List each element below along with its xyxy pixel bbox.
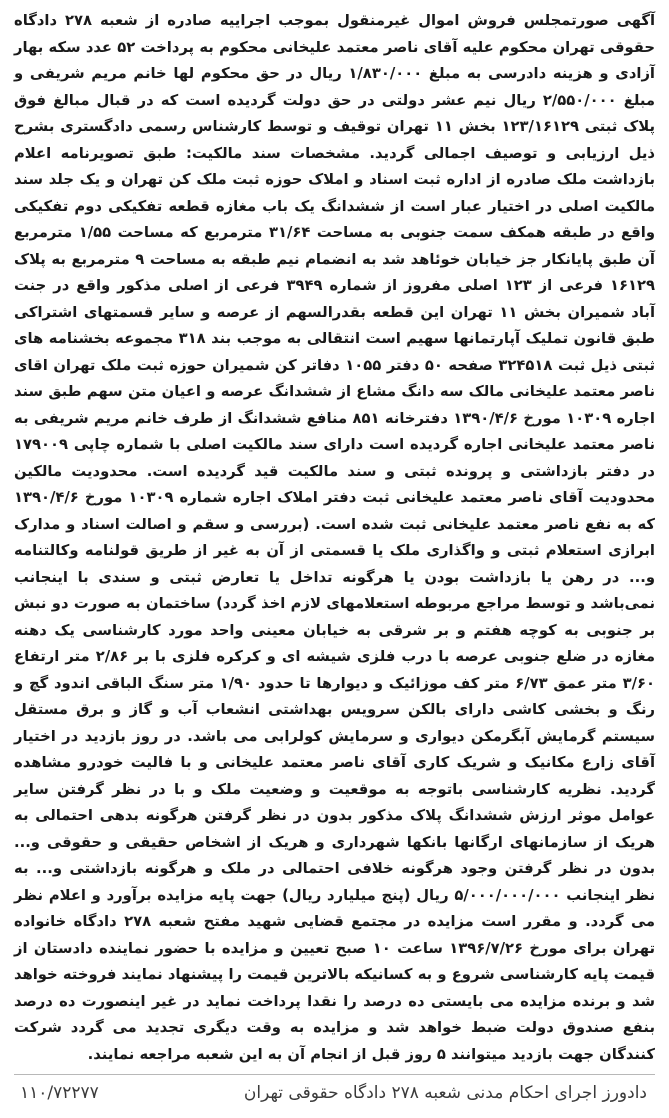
footer-divider <box>14 1074 655 1075</box>
issuer-signature: دادورز اجرای احکام مدنی شعبه ۲۷۸ دادگاه حقوقی تهران <box>243 1083 647 1103</box>
auction-notice <box>14 8 655 1068</box>
notice-footer <box>14 1080 655 1110</box>
notice-body-text: آگهی صورتمجلس فروش اموال غیرمنقول بموجب اجراییه صادره از شعبه ۲۷۸ دادگاه حقوقی تهران محکوم علیه آقای ناصر معتمد علیخانی محکوم به پرداخت ۵۲ عدد سکه بهار آزادی و هزینه دادرسی به مبلغ ۱/۸۳۰/۰۰۰ ریال در حق محکوم لها خانم مریم شریفی و مبلغ ۲/۵۵۰/۰۰۰ ریال نیم عشر دولتی در حق دولت گردیده است که در قبال مبالغ فوق پلاک ثبتی ۱۲۳/۱۶۱۲۹ بخش ۱۱ تهران توقیف و توسط کارشناس رسمی دادگستری بشرح ذیل ارزیابی و توصیف اجمالی گردید. مشخصات سند مالکیت: طبق تصویرنامه اعلام بازداشت ملک صادره از اداره ثبت اسناد و املاک حوزه ثبت ملک کن تهران و یک جلد سند مالکیت اصلی در اختیار عبار است از ششدانگ یک باب مغازه قطعه تفکیکی دوم تفکیکی واقع در طبقه همکف سمت جنوبی به مساحت ۳۱/۶۴ مترمربع که مساحت ۱/۵۵ مترمربع آن طبق پایانکار جز خیابان خوئاهد شد به انضمام نیم طبقه به مساحت ۹ مترمربع به پلاک ۱۶۱۲۹ فرعی از ۱۲۳ اصلی مفروز از شماره ۳۹۴۹ فرعی از اصلی مذکور واقع در جنت آباد شمیران بخش ۱۱ تهران این قطعه بقدرالسهم از عرصه و سایر قسمتهای اشتراکی طبق قانون تملیک آپارتمانها سهیم است انتقالی به موجب بند ۳۱۸ مجموعه بخشنامه های ثبتی ذیل ثبت ۳۲۴۵۱۸ صفحه ۵۰ دفتر ۱۰۵۵ دفاتر کن شمیران حوزه ثبت ملک تهران اقای ناصر معتمد علیخانی مالک سه دانگ مشاع از ششدانگ عرصه و اعیان متن سهم طبق سند اجاره ۱۰۳۰۹ مورخ ۱۳۹۰/۴/۶ دفترخانه ۸۵۱ منافع ششدانگ از طرف خانم مریم شریفی به ناصر معتمد علیخانی اجاره گردیده است دارای سند مالکیت اصلی با شماره چاپی ۱۷۹۰۰۹ در دفتر بازداشتی و پرونده ثبتی و سند مالکیت قید گردیده است. محدودیت مالکین محدودیت آقای ناصر معتمد علیخانی ثبت دفتر املاک اجاره شماره ۱۰۳۰۹ مورخ ۱۳۹۰/۴/۶ که به نفع ناصر معتمد علیخانی ثبت شده است. (بررسی و سقم و اصالت اسناد و مدارک ابرازی استعلام ثبتی و واگذاری ملک یا قسمتی از آن به غیر از طریق قولنامه وکالتنامه و... در رهن یا بازداشت بودن یا هرگونه تداخل یا تعارض ثبتی و سندی با اینجانب نمی‌باشد و توسط مراجع مربوطه استعلامهای لازم اخذ گردد) ساختمان به صورت دو نبش بر جنوبی به کوچه هفتم و بر شرقی به خیابان معینی واحد مورد کارشناسی یک دهنه مغازه در ضلع جنوبی عرصه با درب فلزی شیشه ای و کرکره فلزی با بر ۲/۸۶ متر ارتفاع ۳/۶۰ متر عمق ۶/۷۳ متر کف موزائیک و دیوارها تا حدود ۱/۹۰ متر سنگ الباقی اندود گچ و رنگ و بخشی کاشی دارای بالکن سرویس بهداشتی انشعاب آب و گاز و برق مستقل سیستم گرمایش آبگرمکن دیواری و سرمایش کولرابی می باشد. در روز بازدید در اختیار آقای زارع مکانیک و شریک کاری آقای ناصر معتمد علیخانی و با فالیت خودرو مشاهده گردید. نظریه کارشناسی باتوجه به موقعیت و وضعیت ملک و با در نظر گرفتن سایر عوامل موثر ارزش ششدانگ پلاک مذکور بدون در نظر گرفتن هرگونه بدهی احتمالی به هریک از سازمانهای ارگانها بانکها شهرداری و هریک از اشخاص حقیقی و حقوقی و... بدون در نظر گرفتن وجود هرگونه خلافی احتمالی در ملک و هرگونه بازداشتی و... به نظر اینجانب ۵/۰۰۰/۰۰۰/۰۰۰ ریال (پنج میلیارد ریال) جهت پایه مزایده برآورد و اعلام نظر می گردد. و مقرر است مزایده در مجتمع قضایی شهید مفتح شعبه ۲۷۸ دادگاه خانواده تهران برای مورخ ۱۳۹۶/۷/۲۶ ساعت ۱۰ صبح تعیین و مزایده با حضور نماینده دادستان از قیمت پایه کارشناسی شروع و به کسانیکه بالاترین قیمت را پیشنهاد نمایند فروخته خواهد شد و برنده مزایده می بایستی ده درصد را نقدا پرداخت نماید در غیر اینصورت ده درصد بنفع صندوق دولت ضبط خواهد شد و مزایده به وقت دیگری تجدید می گردد شرکت کنندگان جهت بازدید میتوانند ۵ روز قبل از انجام آن به این شعبه مراجعه نمایند. <box>14 12 656 1063</box>
notice-code: ۱۱۰/۷۲۲۷۷ <box>20 1083 99 1103</box>
